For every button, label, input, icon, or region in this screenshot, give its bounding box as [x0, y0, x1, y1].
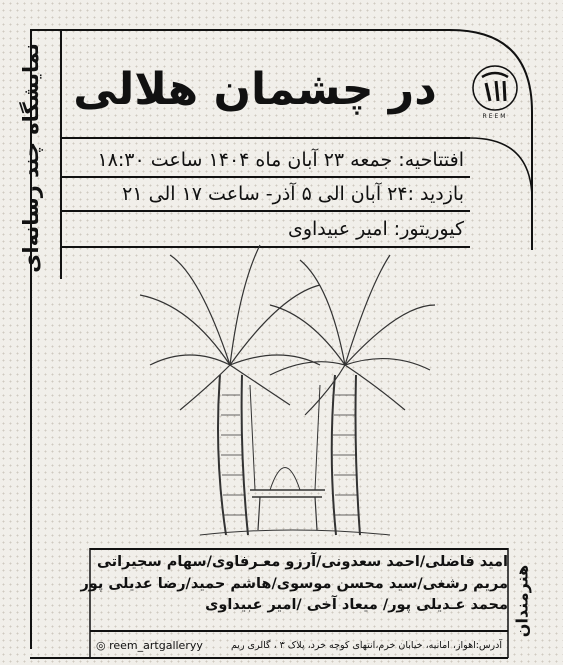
gallery-logo: [460, 55, 530, 125]
side-title: [6, 38, 56, 278]
page-title: در چشمان هلالی: [73, 64, 437, 115]
instagram-link[interactable]: [96, 636, 203, 656]
curator-text: کیوریتور: امیر عبیداوی: [287, 218, 464, 240]
artists-line: مریم رشغی/سید محسن موسوی/هاشم حمید/رضا عدیلی پور: [80, 575, 508, 592]
artists-label: [508, 548, 536, 654]
opening-text: افتتاحیه: جمعه ۲۳ آبان ماه ۱۴۰۴ ساعت ۱۸:۳۰: [97, 149, 464, 171]
palm-trees-illustration: [130, 235, 450, 545]
instagram-handle: reem_artgalleryy: [109, 639, 203, 652]
side-title-text: نمایشگاه چند رسانه‌ای: [19, 43, 43, 273]
artists-line: امید فاضلی/احمد سعدونی/آرزو معـرفاوی/سهام سجیراتی: [96, 554, 508, 570]
visit-text: بازدید :۲۴ آبان الی ۵ آذر- ساعت ۱۷ الی ۲۱: [122, 183, 464, 205]
address-text: آدرس:اهواز، امانیه، خیابان خرم،انتهای کوچه خرد، پلاک ۳ ، گالری ریم: [230, 640, 502, 651]
artists-line: محمد عـدیلی پور/ میعاد آخی /امیر عبیداوی: [205, 597, 508, 613]
artists-label-text: هنرمندان: [512, 564, 532, 638]
logo-sub: REEM: [482, 113, 508, 120]
instagram-icon: ◎: [96, 639, 106, 652]
artists-list: [80, 552, 508, 617]
